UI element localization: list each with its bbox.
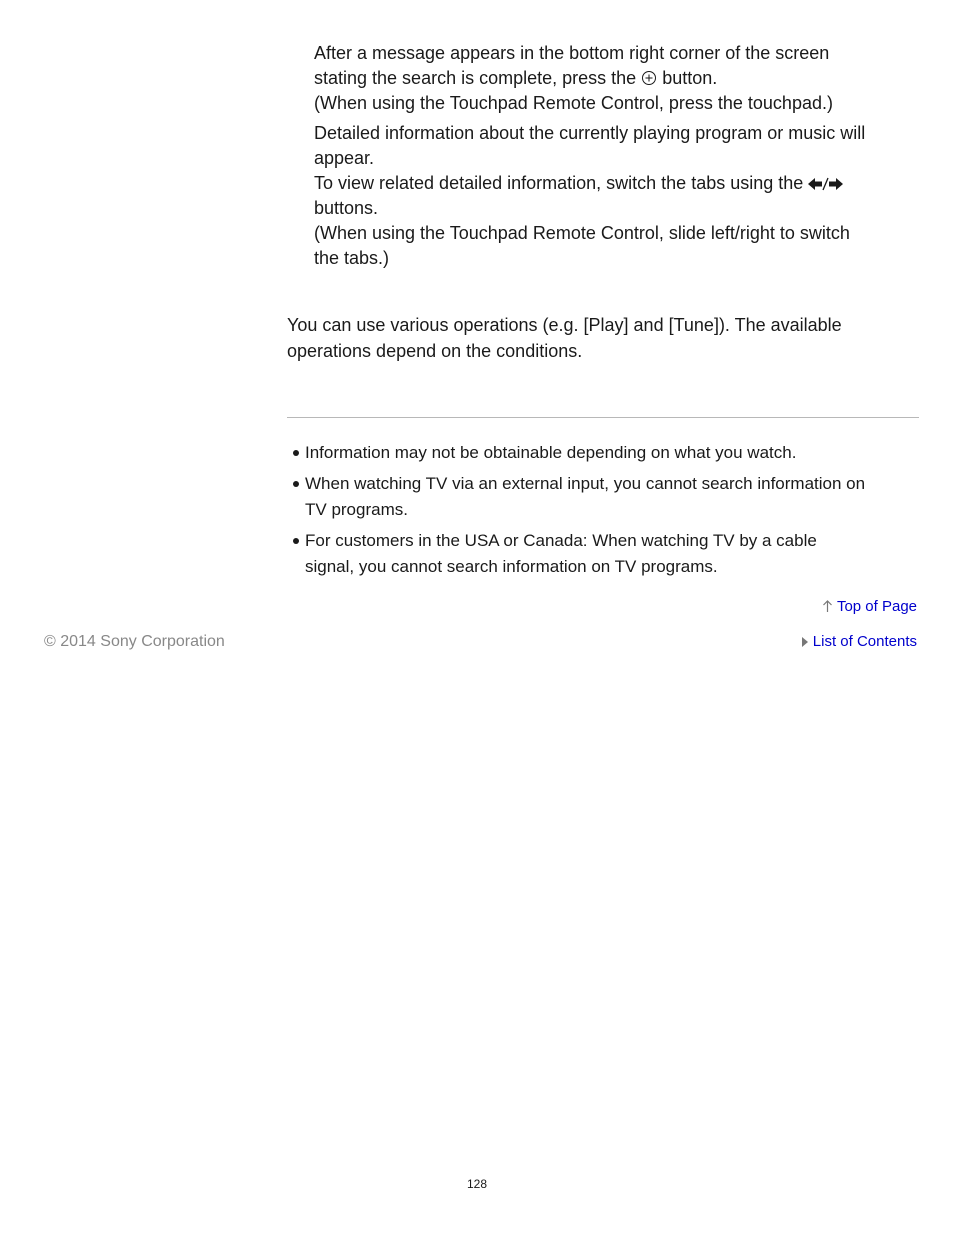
step-text: stating the search is complete, press the [314, 68, 637, 88]
section-divider [287, 417, 919, 418]
arrow-up-icon [822, 599, 833, 613]
step-text: To view related detailed information, switch the tabs using the [314, 173, 804, 193]
triangle-right-icon [802, 636, 809, 648]
list-item [291, 440, 923, 466]
note-text: TV programs. [305, 500, 408, 519]
list-item [291, 528, 923, 580]
notes-list [291, 440, 923, 585]
note-text: When watching TV via an external input, you cannot search information on [305, 474, 866, 493]
step-line: Detailed information about the currently playing program or music will [314, 123, 866, 143]
list-item [291, 471, 923, 523]
bullet-icon [293, 538, 299, 544]
enter-button-icon [641, 70, 657, 86]
left-right-arrows-icon [808, 177, 844, 191]
step-line: the tabs.) [314, 248, 390, 268]
note-text: Information may not be obtainable depending on what you watch. [305, 443, 797, 462]
list-of-contents-link[interactable] [802, 633, 917, 650]
step-search-complete [314, 41, 924, 116]
step-text: button. [662, 68, 718, 88]
step-line [314, 66, 924, 91]
step-line: appear. [314, 148, 375, 168]
note-text: signal, you cannot search information on TV programs. [305, 557, 718, 576]
step-line: (When using the Touchpad Remote Control, press the touchpad.) [314, 93, 833, 113]
top-of-page-link[interactable] [822, 598, 917, 615]
bullet-icon [293, 481, 299, 487]
operations-line: operations depend on the conditions. [287, 341, 583, 361]
step-line: (When using the Touchpad Remote Control, slide left/right to switch [314, 223, 850, 243]
step-line: After a message appears in the bottom right corner of the screen [314, 43, 830, 63]
operations-line: You can use various operations (e.g. [Play] and [Tune]). The available [287, 315, 842, 335]
bullet-icon [293, 450, 299, 456]
note-text: For customers in the USA or Canada: When watching TV by a cable [305, 531, 817, 550]
top-of-page-label: Top of Page [836, 598, 917, 615]
operations-paragraph [287, 312, 917, 364]
page-number: 128 [466, 1177, 488, 1191]
list-of-contents-label: List of Contents [812, 633, 917, 650]
step-detailed-info [314, 121, 924, 271]
step-line [314, 171, 924, 196]
step-line: buttons. [314, 198, 379, 218]
copyright-text: © 2014 Sony Corporation [44, 633, 225, 650]
